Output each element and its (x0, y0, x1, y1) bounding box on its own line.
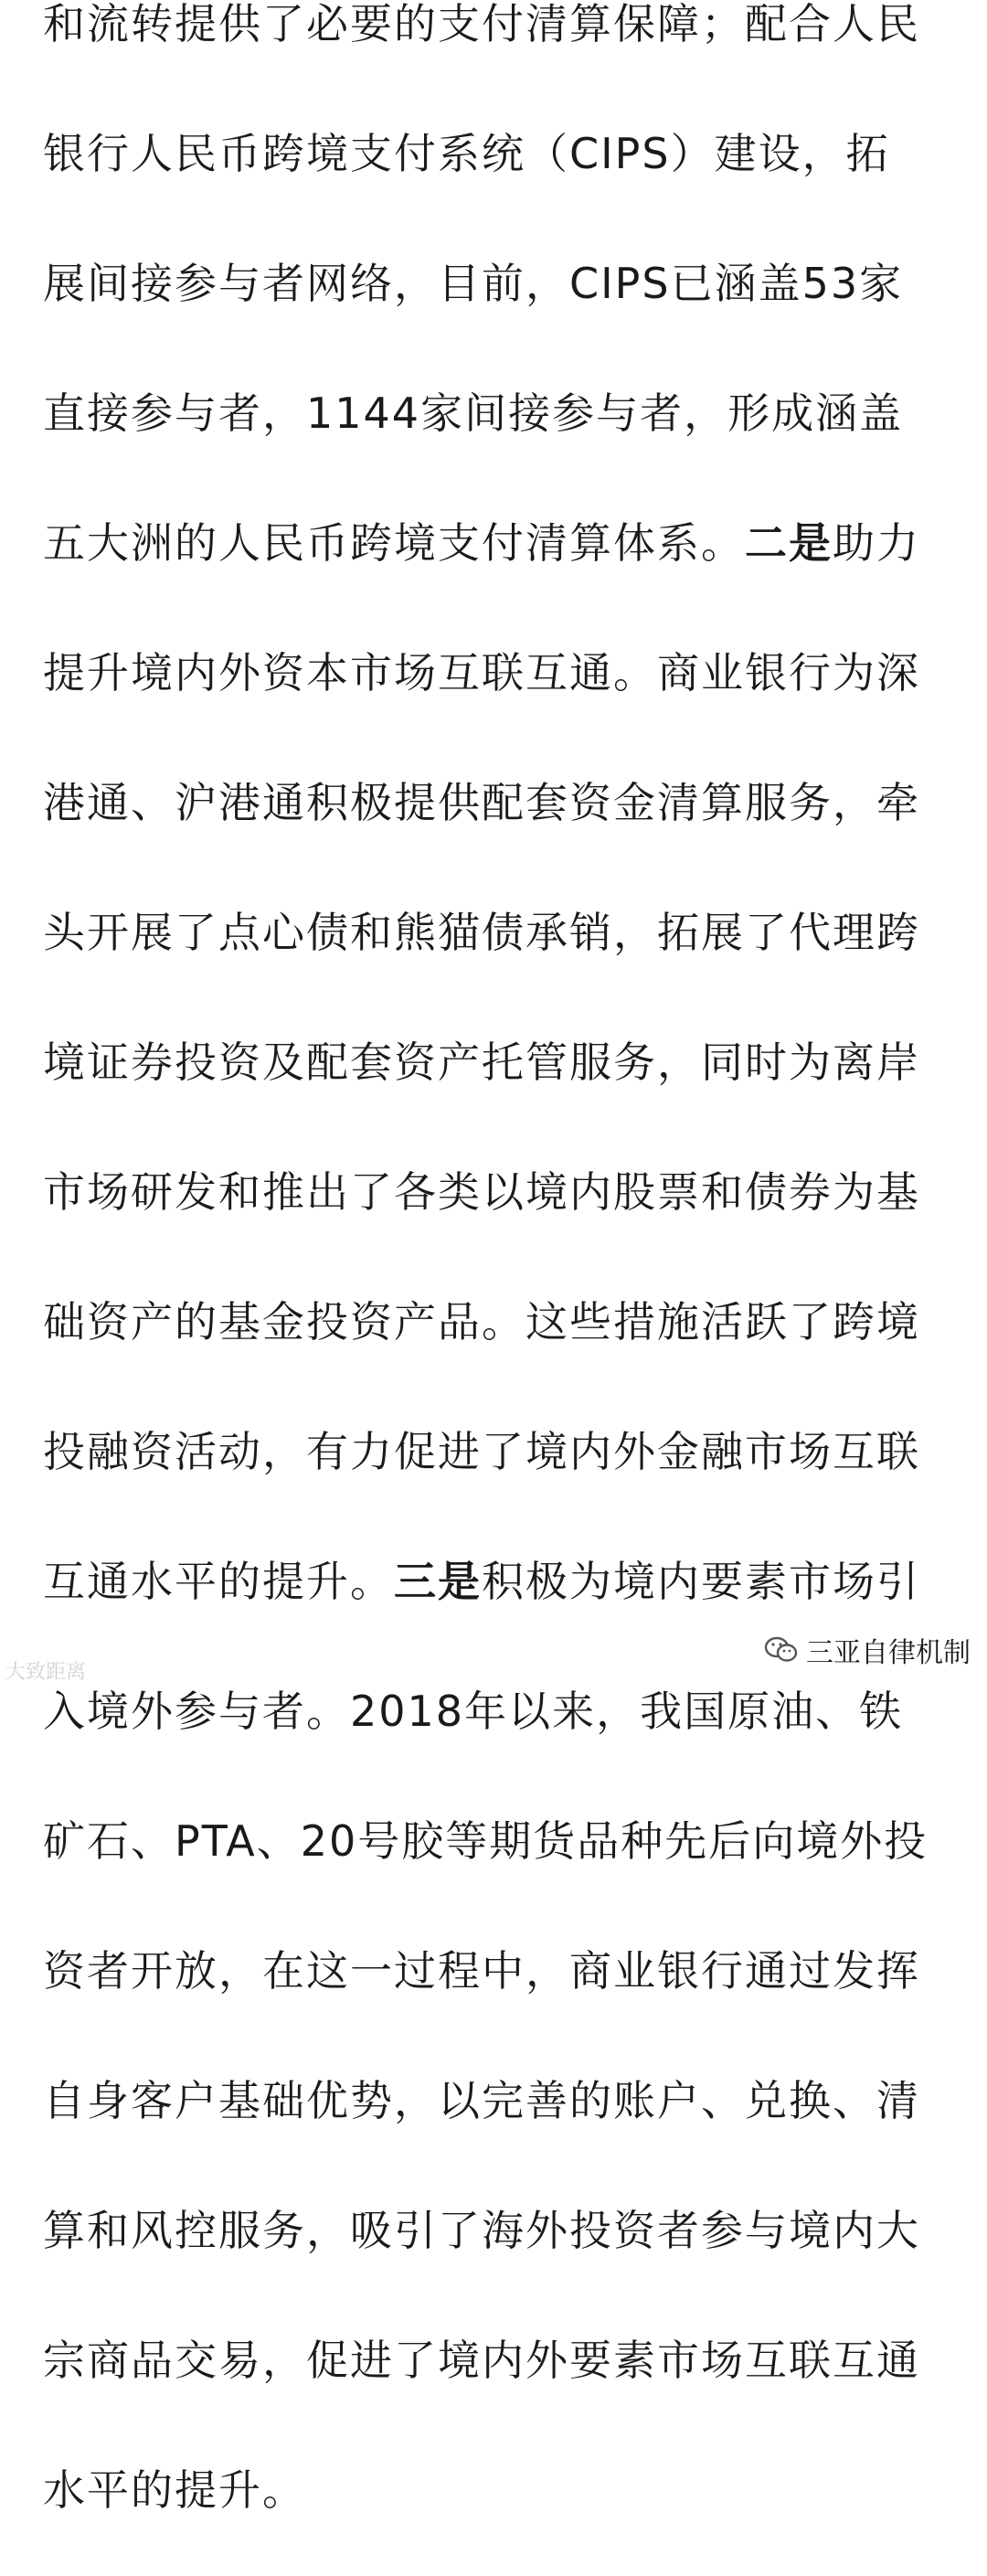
text-line (43, 499, 957, 587)
text-line (43, 0, 957, 68)
text-segment: 入境外参与者。2018年以来，我国原油、铁 (43, 1687, 904, 1736)
bold-text-segment: 三是 (394, 1557, 482, 1606)
text-segment: 展间接参与者网络，目前，CIPS已涵盖53家 (43, 259, 904, 308)
text-line (43, 1148, 957, 1236)
text-line (43, 2057, 957, 2145)
text-line (43, 369, 957, 457)
text-segment: 础资产的基金投资产品。这些措施活跃了跨境 (43, 1297, 920, 1347)
watermark-left-text: 大致距离 (5, 1661, 87, 1684)
text-segment: 投融资活动，有力促进了境内外金融市场互联 (43, 1427, 920, 1476)
text-segment: 和流转提供了必要的支付清算保障；配合人民 (43, 0, 920, 48)
text-line (43, 629, 957, 717)
text-segment: 头开展了点心债和熊猫债承销，拓展了代理跨 (43, 908, 920, 957)
text-segment: 五大洲的人民币跨境支付清算体系。 (43, 518, 745, 568)
text-line (43, 759, 957, 846)
text-line (43, 1408, 957, 1496)
text-line (43, 2187, 957, 2274)
text-segment: 市场研发和推出了各类以境内股票和债券为基 (43, 1167, 920, 1217)
text-line (43, 1927, 957, 2015)
bold-text-segment: 二是 (745, 518, 833, 568)
text-line (43, 110, 957, 197)
text-segment: 积极为境内要素市场引 (482, 1557, 920, 1606)
text-segment: 助力 (833, 518, 920, 568)
text-segment: 境证券投资及配套资产托管服务，同时为离岸 (43, 1038, 920, 1087)
watermark-left (5, 1656, 86, 1685)
text-segment: 自身客户基础优势，以完善的账户、兑换、清 (43, 2076, 920, 2125)
text-line (43, 1018, 957, 1106)
watermark-right (764, 1630, 971, 1670)
watermark-right-text: 三亚自律机制 (806, 1637, 971, 1669)
text-line (43, 2316, 957, 2404)
article-body (43, 0, 957, 2576)
text-line (43, 1538, 957, 1625)
text-segment: 资者开放，在这一过程中，商业银行通过发挥 (43, 1946, 920, 1996)
text-segment: 矿石、PTA、20号胶等期货品种先后向境外投 (43, 1816, 929, 1866)
text-segment: 直接参与者，1144家间接参与者，形成涵盖 (43, 389, 904, 438)
text-segment: 互通水平的提升。 (43, 1557, 394, 1606)
text-segment: 提升境内外资本市场互联互通。商业银行为深 (43, 648, 920, 697)
text-line (43, 1797, 957, 1885)
text-segment: 算和风控服务，吸引了海外投资者参与境内大 (43, 2206, 920, 2255)
text-segment: 港通、沪港通积极提供配套资金清算服务，牵 (43, 778, 920, 827)
text-segment: 水平的提升。 (43, 2465, 306, 2515)
text-line (43, 2446, 957, 2534)
text-line (43, 889, 957, 976)
wechat-icon (764, 1635, 799, 1665)
text-segment: 宗商品交易，促进了境内外要素市场互联互通 (43, 2336, 920, 2385)
text-segment: 银行人民币跨境支付系统（CIPS）建设，拓 (43, 129, 890, 178)
text-line (43, 1278, 957, 1366)
text-line (43, 240, 957, 327)
text-line (43, 1667, 957, 1755)
